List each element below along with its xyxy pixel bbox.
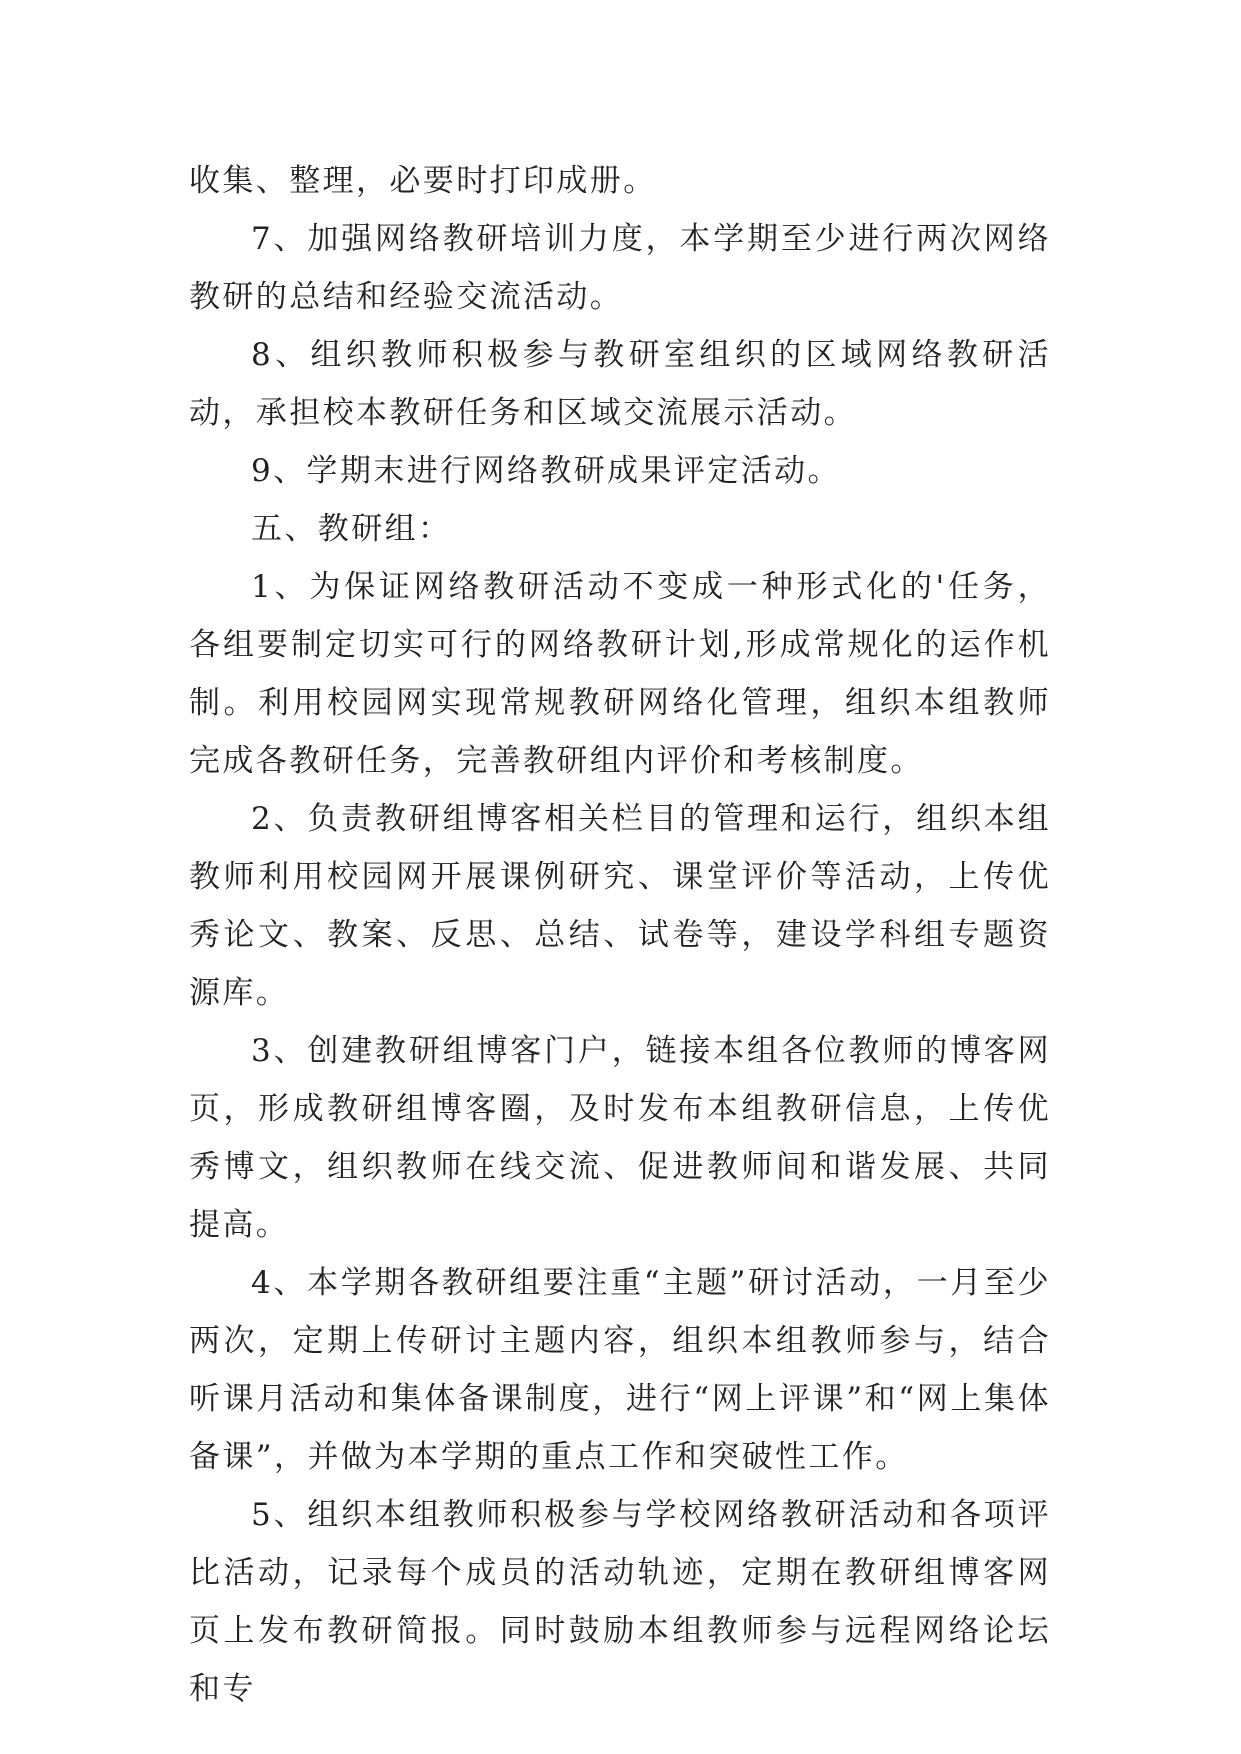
document-body	[189, 152, 1051, 1718]
paragraph-group-item-2: 2、负责教研组博客相关栏目的管理和运行，组织本组教师利用校园网开展课例研究、课堂评价等活动，上传优秀论文、教案、反思、总结、试卷等，建设学科组专题资源库。	[189, 801, 1051, 1011]
paragraph-group-item-1: 1、为保证网络教研活动不变成一种形式化的'任务，各组要制定切实可行的网络教研计划,形成常规化的运作机制。利用校园网实现常规教研网络化管理，组织本组教师完成各教研任务，完善教研组内评价和考核制度。	[189, 569, 1051, 779]
paragraph-item-9: 9、学期末进行网络教研成果评定活动。	[251, 453, 841, 489]
paragraph-item-8: 8、组织教师积极参与教研室组织的区域网络教研活动，承担校本教研任务和区域交流展示活动。	[189, 337, 1051, 431]
paragraph-group-item-4: 4、本学期各教研组要注重“主题”研讨活动，一月至少两次，定期上传研讨主题内容，组织本组教师参与，结合听课月活动和集体备课制度，进行“网上评课”和“网上集体备课”，并做为本学期的重点工作和突破性工作。	[189, 1265, 1051, 1475]
paragraph-item-7: 7、加强网络教研培训力度，本学期至少进行两次网络教研的总结和经验交流活动。	[189, 221, 1051, 315]
paragraph-group-item-3: 3、创建教研组博客门户，链接本组各位教师的博客网页，形成教研组博客圈，及时发布本组教研信息，上传优秀博文，组织教师在线交流、促进教师间和谐发展、共同提高。	[189, 1033, 1051, 1243]
section-heading-teaching-group: 五、教研组：	[251, 511, 452, 547]
paragraph-group-item-5: 5、组织本组教师积极参与学校网络教研活动和各项评比活动，记录每个成员的活动轨迹，定期在教研组博客网页上发布教研简报。同时鼓励本组教师参与远程网络论坛和专	[189, 1497, 1051, 1707]
paragraph-continuation: 收集、整理，必要时打印成册。	[189, 163, 657, 199]
